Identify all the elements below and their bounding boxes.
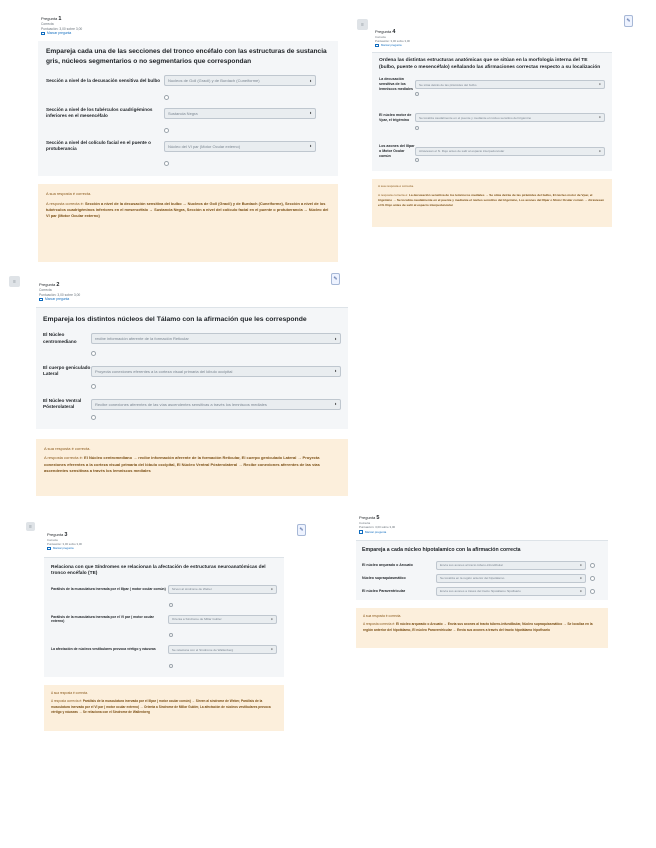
match-select[interactable]: Sustancia Negra ⬍ [164, 108, 316, 119]
question-content [372, 52, 612, 171]
match-row [362, 561, 602, 570]
match-label: Sección a nivel de la decusación sensitiva del bulbo [46, 77, 161, 83]
question-number: Pregunta 3 [47, 532, 68, 538]
feedback-answer: A resposta correcta é: Sección a nivel de la decusación sensitiva del bulbo → Nucleos de Goll (Gracil) y de Burdach (Cuneiforme), Sección a nivel de los tubérculos cuadrigéminos inferiores en el mesencéfalo → Sustancia Negra, Sección a nivel del colículo facial en el puente o protuberancia → Núcleo del VI par (Motor Ocular externo) [46, 200, 329, 219]
correct-mark-icon [91, 415, 96, 420]
question-content [44, 557, 284, 677]
question-info [36, 280, 348, 304]
question-info [356, 513, 608, 537]
match-select[interactable]: Recibe conexiones aferentes de las vías ascendentes sensitivas a través los lemniscos mediales ⬍ [91, 399, 341, 410]
question-number: Pregunta 1 [41, 16, 62, 22]
flag-icon [47, 547, 51, 551]
feedback-box [38, 184, 338, 262]
question-score: Puntuación: 3,00 sobre 3,00 [375, 39, 410, 43]
match-select[interactable]: Núcleo del VI par (Motor Ocular externo) ⬍ [164, 141, 316, 152]
match-select[interactable]: Nucleos de Goll (Gracil) y de Burdach (Cuneiforme) ⬍ [164, 75, 316, 86]
chevron-down-icon: ⬍ [598, 149, 601, 153]
chevron-down-icon: ⬍ [334, 402, 337, 407]
match-select[interactable]: Proyecta conexiones eferentes a la corteza visual primaria del lóbulo occipital ⬍ [91, 366, 341, 377]
match-row [46, 75, 330, 86]
correct-mark-icon [169, 633, 173, 637]
feedback-title: A sua resposta é correcta. [363, 613, 402, 618]
question-info [38, 14, 338, 38]
correct-mark-icon [415, 92, 419, 96]
question-content [356, 540, 608, 600]
match-label: Núcleo supraquiasmático [362, 575, 406, 580]
question-edit-icon[interactable]: ✎ [297, 524, 306, 536]
match-row [46, 107, 330, 119]
feedback-title: A sua resposta é correcta. [378, 184, 414, 189]
feedback-box [36, 439, 348, 496]
question-content [36, 307, 348, 428]
match-row [43, 332, 341, 345]
match-label: Sección a nivel de los tubérculos cuadrigéminos inferiores en el mesencéfalo [46, 107, 153, 119]
question-card-4 [372, 27, 612, 227]
question-status: Correcta [41, 22, 54, 26]
question-status: Correcta [47, 538, 58, 542]
match-select[interactable]: recibe información aferente de la formación Reticular ⬍ [91, 333, 341, 344]
match-row [362, 587, 602, 596]
match-label: Sección a nivel del colículo facial en el puente o protuberancia [46, 140, 151, 152]
flag-question-link[interactable]: Marcar pregunta [47, 546, 281, 551]
question-nav-icon[interactable]: ≡ [9, 276, 20, 287]
question-edit-icon[interactable]: ✎ [331, 273, 340, 285]
flag-question-link[interactable]: Marcar pregunta [375, 43, 609, 48]
feedback-title: A sua resposta é correcta. [51, 691, 89, 695]
question-content [38, 41, 338, 176]
chevron-down-icon: ⬍ [598, 83, 601, 87]
flag-question-link[interactable]: Marcar pregunta [41, 31, 335, 36]
question-number: Pregunta 5 [359, 515, 380, 521]
question-number: Pregunta 2 [39, 282, 60, 288]
correct-mark-icon [164, 95, 169, 100]
chevron-down-icon: ⬍ [334, 336, 337, 341]
match-select[interactable]: Se localiza caudalmente en el puente y mediante el núcleo sensitivo del trigémino ⬍ [415, 113, 605, 122]
feedback-box [356, 608, 608, 648]
question-text: Ordena las distintas estructuras anatómicas que se sitúan en la morfología interna del TE (bulbo, puente o mesencéfalo) señalando las afirmaciones correctas respecto a su localización [379, 58, 601, 70]
chevron-down-icon: ⬍ [579, 589, 582, 593]
correct-mark-icon [590, 576, 595, 581]
match-select[interactable]: Orienta a Síndrome de Millar Gubler ⬍ [168, 615, 277, 624]
match-row [43, 365, 341, 378]
feedback-answer: A resposta correcta é: El núcleo arqueado o Arcuato → Envía sus axones al tracto túbero-infundibular, Núcleo supraquiasmático → Se localiza en la región anterior del hipotálamo, El núcleo Paraventricular → Envía sus axones a través del tracto hipotálamo hipofisario [363, 622, 593, 632]
correct-mark-icon [91, 384, 96, 389]
match-row [362, 574, 602, 583]
question-card-1 [38, 14, 338, 262]
question-text: Empareja a cada núcleo hipotalamico con la afirmación correcta [362, 546, 521, 553]
chevron-down-icon: ⬍ [309, 78, 312, 83]
match-row [51, 615, 277, 624]
flag-question-link[interactable]: Marcar pregunta [359, 530, 605, 535]
correct-mark-icon [164, 161, 169, 166]
match-row [51, 585, 277, 594]
chevron-down-icon: ⬍ [270, 587, 273, 591]
chevron-down-icon: ⬍ [309, 144, 312, 149]
question-status: Correcta [375, 35, 386, 39]
match-label: El Núcleo Ventral Pósterolateral [43, 397, 82, 410]
question-edit-icon[interactable]: ✎ [624, 15, 633, 27]
question-score: Puntuación: 3,00 sobre 3,00 [41, 26, 83, 31]
match-label: La afectación de núcleos vestibulares provoca vértigo y náuseas [51, 647, 156, 652]
match-label: Parálisis de la musculatura inervada por el VI par ( motor ocular externo) [51, 614, 154, 624]
match-label: La decusación sensitiva de los lemniscos mediales [379, 77, 413, 91]
flag-icon [39, 298, 43, 302]
flag-icon [41, 32, 45, 36]
feedback-box [44, 685, 284, 731]
match-label: El cuerpo geniculado Lateral [43, 365, 91, 377]
match-row [46, 140, 330, 152]
match-select[interactable]: Atraviesan el N. Rojo antes de salir al espacio interpeduncular ⬍ [415, 147, 605, 156]
question-nav-icon[interactable]: ≡ [26, 522, 35, 531]
correct-mark-icon [590, 589, 595, 594]
match-label: El núcleo arqueado o Arcuato [362, 562, 413, 567]
match-select[interactable]: Se sitúa detrás de las pirámides del bulbo ⬍ [415, 80, 605, 89]
flag-icon [375, 44, 379, 48]
correct-mark-icon [169, 664, 173, 668]
match-select[interactable]: Envía sus axones al tracto túbero-infundibular ⬍ [436, 561, 586, 570]
match-select[interactable]: Se localiza en la región anterior del hipotálamo ⬍ [436, 574, 586, 583]
match-label: Parálisis de la musculatura inervada por el IIIpar ( motor ocular común) [51, 587, 166, 592]
question-card-5 [356, 513, 608, 648]
question-card-2 [36, 280, 348, 496]
match-label: Los axones del IIIpar o Motor Ocular común [379, 143, 415, 158]
chevron-down-icon: ⬍ [270, 617, 273, 621]
question-text: Empareja cada una de las secciones del tronco encéfalo con las estructuras de sustancia gris, núcleos segmentarios o no segmentarios que correspondan [46, 48, 327, 66]
question-status: Correcta [359, 521, 371, 525]
question-score: Puntuación: 3,00 sobre 3,00 [39, 292, 81, 297]
match-row [51, 645, 277, 654]
chevron-down-icon: ⬍ [579, 576, 582, 580]
flag-question-link[interactable]: Marcar pregunta [39, 297, 345, 302]
match-label: El núcleo Paraventricular [362, 588, 406, 593]
match-select[interactable]: Envía sus axones a través del tracto hipotálamo hipofisario ⬍ [436, 587, 586, 596]
question-nav-icon[interactable]: ≡ [357, 19, 368, 30]
feedback-box [372, 179, 612, 227]
question-text: Relaciona con que Síndromes se relacionan la afectación de estructuras neuroanatómicas del tronco encéfalo (TE) [51, 565, 266, 577]
correct-mark-icon [164, 128, 169, 133]
feedback-answer: A resposta correcta é: La decusación sensitiva de los lemniscos mediales → Se sitúa detrás de las pirámides del bulbo, El núcleo motor de Vpar, el trigémino → Se localiza caudalmente en el puente y mediante el núcleo sensitivo del trigémino, Los axones del IIIpar o Motor Ocular común → Atraviesan el N. Rojo antes de salir al espacio interpeduncular [378, 192, 604, 208]
feedback-title: A sua resposta é correcta. [44, 445, 91, 451]
match-select[interactable]: Se relaciona con el Síndrome de Wallenberg ⬍ [168, 645, 277, 654]
question-info [44, 530, 284, 553]
chevron-down-icon: ⬍ [598, 116, 601, 120]
question-info [372, 27, 612, 50]
correct-mark-icon [169, 603, 173, 607]
feedback-answer: A resposta correcta é: El Núcleo centromediano → recibe información aferente de la formación Reticular, El cuerpo geniculado Lateral → Proyecta conexiones eferentes a la corteza visual primaria del lóbulo occipital, El Núcleo Ventral Pósterolateral → Recibe conexiones aferentes de las vías ascendentes sensitivas a través los lemniscos mediales [44, 455, 320, 474]
match-row [43, 398, 341, 411]
correct-mark-icon [590, 563, 595, 568]
correct-mark-icon [415, 158, 419, 162]
feedback-title: A sua resposta é correcta. [46, 191, 92, 197]
question-score: Puntuación: 3,00 sobre 3,00 [47, 542, 82, 546]
chevron-down-icon: ⬍ [270, 648, 273, 651]
match-row [379, 113, 605, 123]
match-label: El Núcleo centromediano [43, 332, 77, 344]
feedback-answer: A resposta correcta é: Parálisis de la musculatura inervada por el IIIpar ( motor ocular común) → Sirven al síndrome de Weber, Parálisis de la musculatura inervada por el VI par ( motor ocular externo) → Orienta a Síndrome de Millar Gubler, La afectación de núcleos vestibulares provoca vértigo y náuseas → Se relaciona con el Síndrome de Wallenberg [51, 699, 271, 714]
chevron-down-icon: ⬍ [334, 369, 337, 374]
correct-mark-icon [415, 126, 419, 130]
chevron-down-icon: ⬍ [579, 563, 582, 567]
question-text: Empareja los distintos núcleos del Tálamo con la afirmación que les corresponde [43, 316, 307, 324]
match-select[interactable]: Sirven al síndrome de Weber ⬍ [168, 585, 277, 594]
question-status: Correcta [39, 288, 52, 292]
question-score: Puntuación: 3,00 sobre 3,00 [359, 525, 396, 530]
chevron-down-icon: ⬍ [309, 111, 312, 116]
match-label: El núcleo motor de Vpar, el trigémino [379, 112, 412, 122]
question-card-3 [44, 530, 284, 731]
flag-icon [359, 530, 363, 534]
question-number: Pregunta 4 [375, 29, 396, 35]
correct-mark-icon [91, 351, 96, 356]
